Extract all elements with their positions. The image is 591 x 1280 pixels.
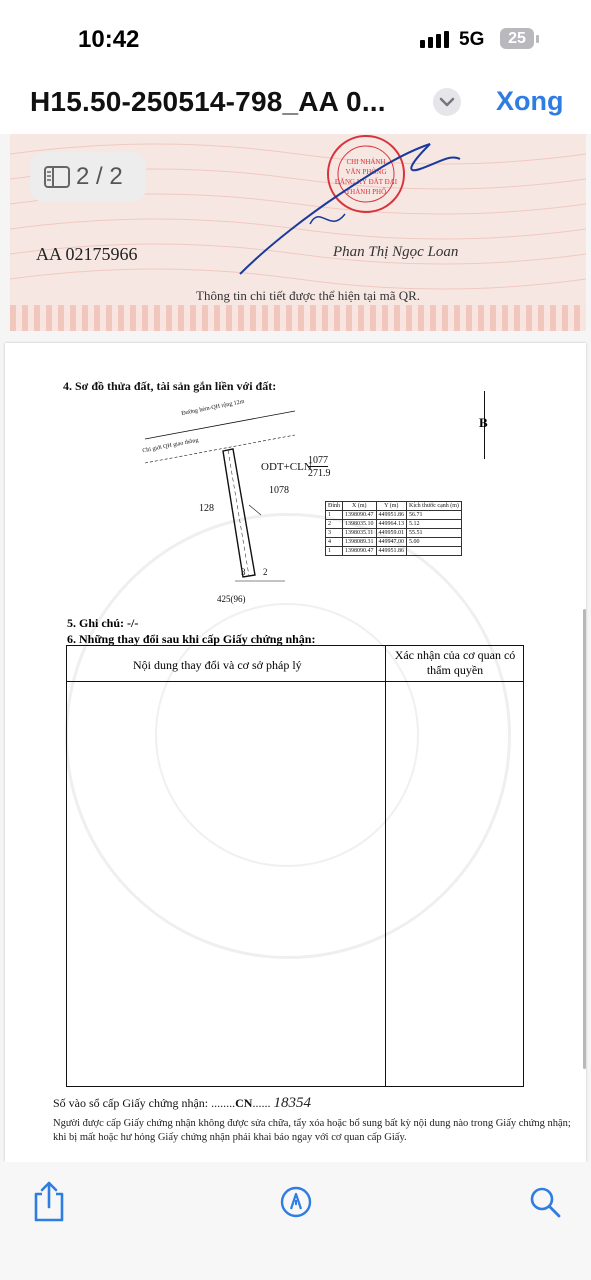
changes-table [66,645,524,1087]
boundary-label: Chỉ giới QH giao thông [141,437,199,455]
road-label: Đường hẻm-QH rộng 12m [181,398,245,418]
table-cell: 1398090.47 [343,547,377,556]
table-cell: 449959.01 [376,529,407,538]
table-cell: 5.12 [407,520,462,529]
certificate-page-2 [5,343,586,1162]
table-cell: 449964.13 [376,520,407,529]
table-cell: 1398090.47 [343,511,377,520]
svg-text:CHI NHÁNH: CHI NHÁNH [346,158,386,166]
signal-icon [420,31,449,48]
registry-label: Số vào sổ cấp Giấy chứng nhận: [53,1096,209,1110]
status-bar [0,0,591,78]
battery-tip [536,35,539,43]
qr-note: Thông tin chi tiết được thể hiện tại mã QR. [196,288,421,303]
search-button[interactable] [529,1186,561,1223]
svg-text:ĐĂNG KÝ ĐẤT ĐAI: ĐĂNG KÝ ĐẤT ĐAI [334,178,398,186]
svg-text:THÀNH PHỐ: THÀNH PHỐ [345,188,387,196]
section-6-heading: 6. Những thay đổi sau khi cấp Giấy chứng nhận: [67,632,316,646]
certificate-serial: AA 02175966 [36,244,138,264]
status-time: 10:42 [78,26,140,53]
coordinate-table [325,501,462,556]
table-cell: 1398035.10 [343,520,377,529]
north-label: B [479,415,488,430]
table-cell: 56.71 [407,511,462,520]
share-button[interactable] [30,1180,68,1227]
markup-pen-icon [280,1186,312,1218]
battery-icon: 25 [500,28,534,49]
coord-header-vertex: Đỉnh [326,502,343,511]
share-icon [30,1180,68,1222]
vertical-scrollbar[interactable] [583,609,586,1069]
coord-header-edge: Kích thước cạnh (m) [407,502,462,511]
table-cell: 1398035.11 [343,529,377,538]
neighbor-parcel-left: 128 [199,503,214,514]
header-divider [67,681,523,682]
page-indicator-text: 2 / 2 [76,163,123,190]
neighbor-parcel-right: 1078 [269,485,289,496]
sidebar-icon [44,166,70,188]
vertex-3-label: 3 [241,567,246,577]
document-viewer[interactable] [0,134,591,1162]
coord-header-x: X (m) [343,502,377,511]
bottom-toolbar [0,1162,591,1280]
parcel-area: 271.9 [308,468,331,479]
section-4-heading: 4. Sơ đồ thửa đất, tài sản gắn liền với đất: [63,379,277,393]
registry-line: Số vào sổ cấp Giấy chứng nhận: ........CN...... 18354 [53,1095,311,1111]
signer-name: Phan Thị Ngọc Loan [333,244,459,260]
document-nav-bar [0,78,591,134]
document-title[interactable]: H15.50-250514-798_AA 0... [30,86,386,117]
table-cell: 1 [326,511,343,520]
done-button[interactable]: Xong [496,86,564,116]
svg-text:VĂN PHÒNG: VĂN PHÒNG [345,168,387,176]
table-cell: 4 [326,538,343,547]
table-row [326,547,462,556]
table-cell: 449947.00 [376,538,407,547]
section-5-notes: 5. Ghi chú: -/- [67,616,139,630]
table-row [326,529,462,538]
table-cell: 55.51 [407,529,462,538]
neighbor-parcel-bottom: 425(96) [217,594,246,604]
certificate-page-1 [10,134,586,331]
search-icon [529,1186,561,1218]
table-cell: 5.00 [407,538,462,547]
vertex-2-label: 2 [263,567,268,577]
chevron-down-icon [433,88,461,116]
registry-prefix: CN [235,1096,253,1110]
changes-col-confirm-header: Xác nhận của cơ quan có thẩm quyền [394,648,516,677]
certificate-notice: Người được cấp Giấy chứng nhận không được sửa chữa, tẩy xóa hoặc bổ sung bất kỳ nội dung nào trong Giấy chứng nhận; khi bị mất hoặc hư hỏng Giấy chứng nhận phải khai báo ngay với cơ quan cấp Giấy. [53,1118,571,1143]
markup-button[interactable] [280,1186,312,1223]
coord-header-y: Y (m) [376,502,407,511]
column-divider [385,646,386,1086]
certificate-border [10,305,586,331]
table-cell [407,547,462,556]
table-row [326,511,462,520]
table-row [326,520,462,529]
table-cell: 449951.86 [376,511,407,520]
network-type: 5G [459,29,485,50]
registry-number: 18354 [273,1095,311,1111]
table-cell: 1398089.31 [343,538,377,547]
table-cell: 3 [326,529,343,538]
parcel-code: ODT+CLN [261,461,312,473]
page-indicator [30,152,146,202]
parcel-number: 1077 [308,455,328,466]
table-cell: 1 [326,547,343,556]
table-cell: 449951.86 [376,547,407,556]
table-cell: 2 [326,520,343,529]
changes-col-content-header: Nội dung thay đổi và cơ sở pháp lý [133,658,302,672]
table-row [326,538,462,547]
title-menu-button[interactable] [433,88,461,116]
